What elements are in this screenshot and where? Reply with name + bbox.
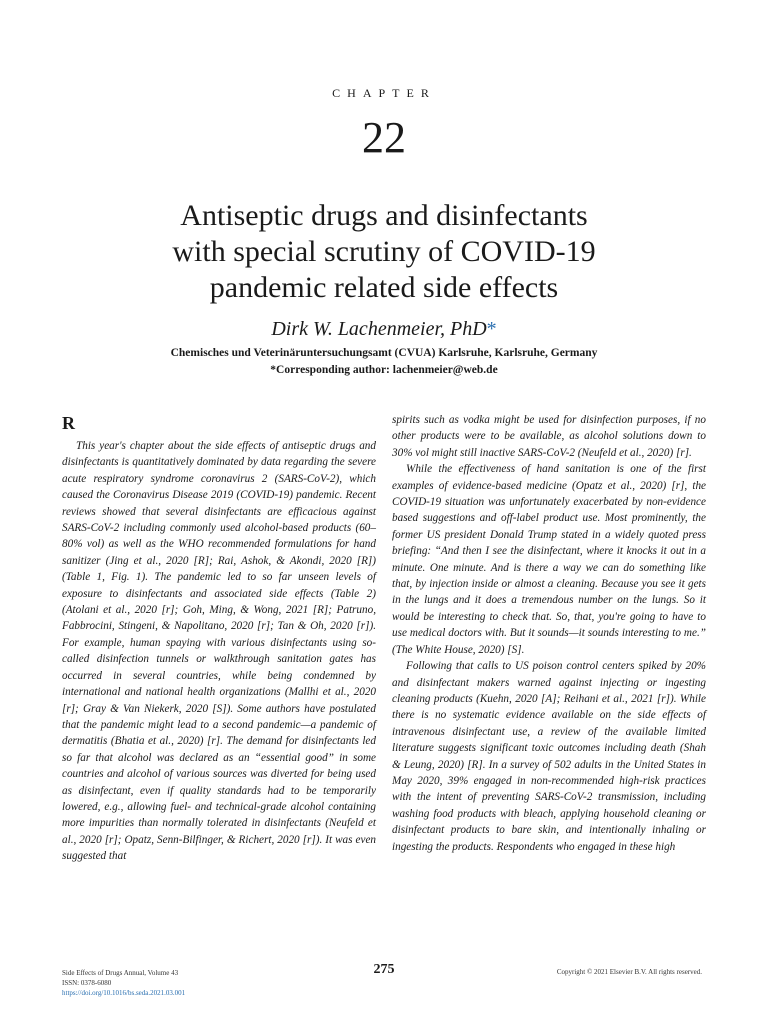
paragraph: This year's chapter about the side effects of antiseptic drugs and disinfectants is quantitatively dominated by data regarding the severe acute respiratory syndrome coronavirus 2 (SARS-CoV-2), which caused the Coronavirus Disease 2019 (COVID-19) pandemic. Recent reviews showed that several disinfectants are efficacious against SARS-CoV-2 including commonly used alcohol-based products (60–80% vol) as well as the WHO recommended formulations for hand sanitizer (Jing et al., 2020 [R]; Rai, Ashok, & Akondi, 2020 [R]) (Table 1, Fig. 1). The pandemic led to so far unseen levels of exposure to disinfectants and associated side effects (Table 2) (Atolani et al., 2020 [r]; Goh, Ming, & Wong, 2021 [R]; Patruno, Fabbrocini, Stingeni, & Napolitano, 2020 [r]; Tan & Oh, 2020 [r]). For example, human spaying with various disinfectants using so-called disinfection tunnels or walkthrough sanitation gates has occurred in several countries, while being condemned by international and national health organizations (Mallhi et al., 2020 [r]; Gray & Van Niekerk, 2020 [S]). Some authors have postulated that the pandemic might lead to a second pandemic—a pandemic of dermatitis (Bhatia et al., 2020) [r]. The demand for disinfectants led so far that alcohol was declared as an “essential good” in some countries and alcohol of various sources was diverted for being used as disinfectant, even if quality standards had to be temporarily lowered, e.g., allowing fuel- and technical-grade alcohol containing more impurities than normally tolerated in disinfectants (Neufeld et al., 2020 [r]; Opatz, Senn-Bilfinger, & Richert, 2020 [r]). It was even suggested that [62, 440, 376, 863]
corresponding-author: *Corresponding author: lachenmeier@web.de [270, 364, 498, 376]
chapter-label: CHAPTER [332, 86, 436, 100]
corresponding-author-link[interactable]: * [486, 318, 497, 340]
journal-name: Side Effects of Drugs Annual, Volume 43 [62, 969, 179, 977]
chapter-number: 22 [362, 113, 406, 162]
paragraph: While the effectiveness of hand sanitation is one of the first examples of evidence-based medicine (Opatz et al., 2020) [r], the COVID-19 situation was unfortunately exacerbated by non-evidence based suggestions and off-label product use. Most prominently, the former US president Donald Trump stated in a widely quoted press briefing: “And then I see the disinfectant, where it knocks it out in a minute. One minute. And is there a way we can do something like that, by injection inside or almost a cleaning. Because you see it gets in the lungs and it does a tremendous number on the lungs. So it would be interesting to check that. So, that, you're going to have to use medical doctors with. But it sounds—it sounds interesting to me.” (The White House, 2020) [S]. [392, 463, 706, 656]
right-column [392, 412, 706, 855]
title-line: Antiseptic drugs and disinfectants [180, 199, 588, 232]
section-glyph: R [62, 413, 75, 433]
issn: ISSN: 0378-6080 [62, 979, 112, 987]
paragraph: spirits such as vodka might be used for disinfection purposes, if no other products were to be available, as alcohol solutions down to 30% vol might still inactive SARS-CoV-2 (Neufeld et al., 2020) [r]. [392, 414, 706, 459]
copyright: Copyright © 2021 Elsevier B.V. All rights reserved. [556, 968, 702, 976]
title-line: pandemic related side effects [209, 271, 559, 304]
title-line: with special scrutiny of COVID-19 [172, 235, 596, 268]
doi-link[interactable]: https://doi.org/10.1016/bs.seda.2021.03.001 [62, 989, 186, 997]
chapter-title [100, 198, 668, 306]
author-line [0, 318, 768, 341]
affiliation: Chemisches und Veterinäruntersuchungsamt (CVUA) Karlsruhe, Karlsruhe, Germany [170, 347, 598, 359]
left-column [62, 412, 376, 865]
author-name: Dirk W. Lachenmeier, PhD [271, 318, 487, 340]
page-number: 275 [373, 962, 395, 977]
paragraph: Following that calls to US poison control centers spiked by 20% and disinfectant makers warned against injecting or ingesting cleaning products (Kuehn, 2020 [A]; Reihani et al., 2021 [r]). While there is no systematic evidence available on the side effects of intravenous disinfectant use, a review of the available limited literature suggests significant toxic outcomes including death (Shah & Leung, 2020) [R]. In a survey of 502 adults in the United States in May 2020, 39% engaged in non-recommended high-risk practices with the intent of preventing SARS-CoV-2 transmission, including washing food products with bleach, applying household cleaning or disinfectant products to bare skin, and intentionally inhaling or ingesting the products. Respondents who engaged in these high [392, 660, 706, 853]
